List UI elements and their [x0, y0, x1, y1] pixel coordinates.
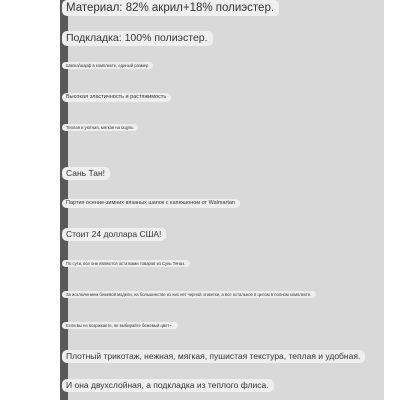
- message-bubble: Высокая эластичность и растяжимость: [62, 93, 171, 102]
- message-bubble: Шапка/шарф в комплекте, единый размер: [62, 62, 153, 69]
- message-bubble: Материал: 82% акрил+18% полиэстер.: [62, 0, 279, 16]
- message-bubble: Подкладка: 100% полиэстер.: [62, 31, 213, 46]
- message-bubble: Если вы не возражаете, не выбирайте бежевый цвет~.: [62, 322, 178, 329]
- message-bubble: И она двухслойная, а подкладка из теплого флиса.: [62, 379, 274, 392]
- message-bubble: Сань Тан!: [62, 167, 110, 180]
- message-bubble: Теплая и уютная, мягкая на ощупь: [62, 124, 138, 131]
- message-bubble: За исключением бежевой модели, на большинстве из них нет черной этикетки, а все остальное в целом в полном комплекте.: [62, 291, 316, 298]
- message-bubble: По сути, все они являются остатками товаров из Сунь Тянаэ.: [62, 260, 190, 267]
- message-bubble: Стоит 24 доллара США!: [62, 228, 166, 241]
- message-bubble: Плотный трикотаж, нежная, мягкая, пушистая текстура, теплая и удобная.: [62, 350, 365, 363]
- message-bubble: Партия осенне-зимних вязаных шапок с капюшоном от Walmartan: [62, 199, 240, 208]
